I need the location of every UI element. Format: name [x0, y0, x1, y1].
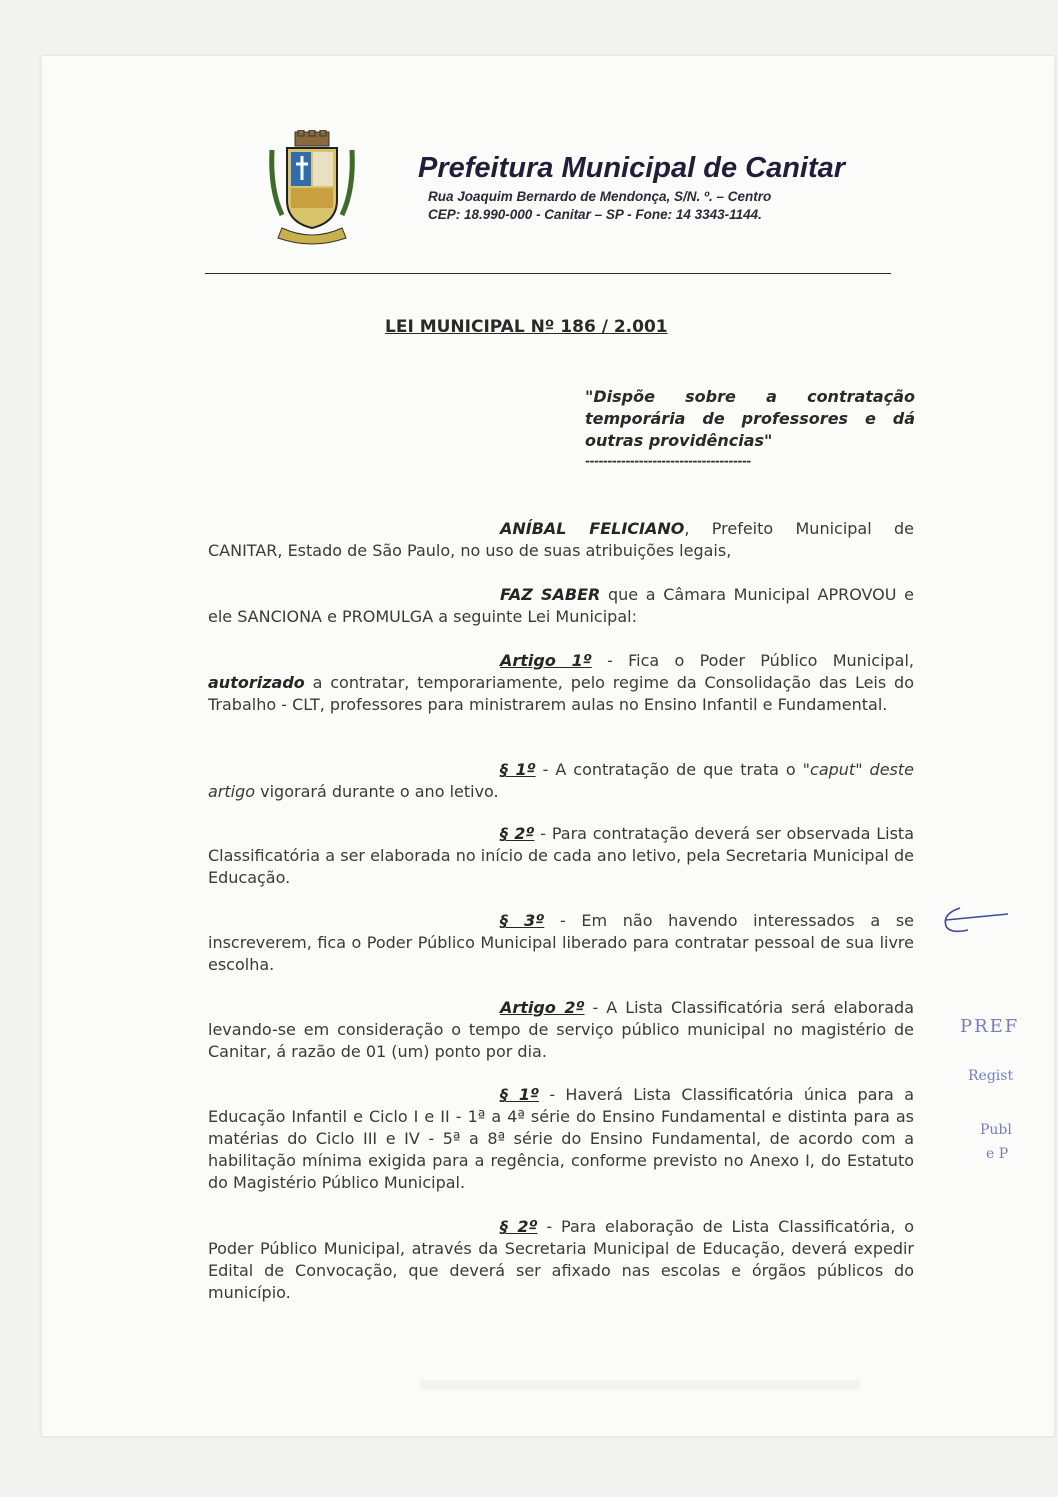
- article-1-paragraph-2: § 2º - Para contratação deverá ser observada Lista Classificatória a ser elaborada no início de cada ano letivo, pela Secretaria Municipal de Educação.: [208, 824, 914, 887]
- law-title: LEI MUNICIPAL Nº 186 / 2.001: [385, 317, 668, 337]
- article-1: Artigo 1º - Fica o Poder Público Municipal, autorizado a contratar, temporariamente, pelo regime da Consolidação das Leis do Trabalho - CLT, professores para ministrarem aulas no Ensino Infantil e Fundamental.: [208, 651, 915, 714]
- bleed-through-mark: [420, 1380, 860, 1390]
- stamp-text-2: Regist: [968, 1068, 1014, 1084]
- article-1-paragraph-3: § 3º - Em não havendo interessados a se inscreverem, fica o Poder Público Municipal liberado para contratar pessoal de sua livre escolha.: [208, 911, 914, 974]
- mayor-name: ANÍBAL FELICIANO: [500, 519, 685, 538]
- article-1-paragraph-1: § 1º - A contratação de que trata o "caput" deste artigo vigorará durante o ano letivo.: [208, 760, 914, 801]
- stamp-text-1: PREF: [960, 1016, 1020, 1037]
- prefecture-name: Prefeitura Municipal de Canitar: [418, 152, 846, 184]
- enactment-paragraph: FAZ SABER que a Câmara Municipal APROVOU e ele SANCIONA e PROMULGA a seguinte Lei Municipal:: [208, 585, 914, 626]
- prefecture-address: Rua Joaquim Bernardo de Mendonça, S/N. º. – Centro: [428, 189, 772, 204]
- municipal-crest-icon: [262, 130, 362, 248]
- article-2-paragraph-2: § 2º - Para elaboração de Lista Classificatória, o Poder Público Municipal, através da Secretaria Municipal de Educação, deverá expedir Edital de Convocação, que deverá ser afixado nas escolas e órgãos públicos do município.: [208, 1217, 915, 1302]
- ementa-separator: -------------------------------------: [585, 454, 751, 468]
- article-2-paragraph-1: § 1º - Haverá Lista Classificatória única para a Educação Infantil e Ciclo I e II - 1ª a 4ª série do Ensino Fundamental e distinta para as matérias do Ciclo III e IV - 5ª a 8ª série do Ensino Fundamental, de acordo com a habilitação mínima exigida para a regência, conforme previsto no Anexo I, do Estatuto do Magistério Público Municipal.: [208, 1085, 914, 1192]
- stamp-text-3: Publ: [980, 1122, 1012, 1138]
- handwritten-initial-icon: [938, 900, 1018, 940]
- law-ementa: "Dispõe sobre a contratação temporária de professores e dá outras providências": [585, 387, 915, 450]
- header-divider: [205, 273, 891, 274]
- preamble-paragraph: ANÍBAL FELICIANO, Prefeito Municipal de CANITAR, Estado de São Paulo, no uso de suas atribuições legais,: [208, 519, 914, 560]
- stamp-text-4: e P: [986, 1146, 1009, 1162]
- article-2-label: Artigo 2º: [500, 998, 585, 1017]
- article-1-label: Artigo 1º: [500, 651, 592, 670]
- prefecture-contact: CEP: 18.990-000 - Canitar – SP - Fone: 14 3343-1144.: [428, 207, 762, 222]
- article-2: Artigo 2º - A Lista Classificatória será elaborada levando-se em consideração o tempo de serviço público municipal no magistério de Canitar, á razão de 01 (um) ponto por dia.: [208, 998, 915, 1061]
